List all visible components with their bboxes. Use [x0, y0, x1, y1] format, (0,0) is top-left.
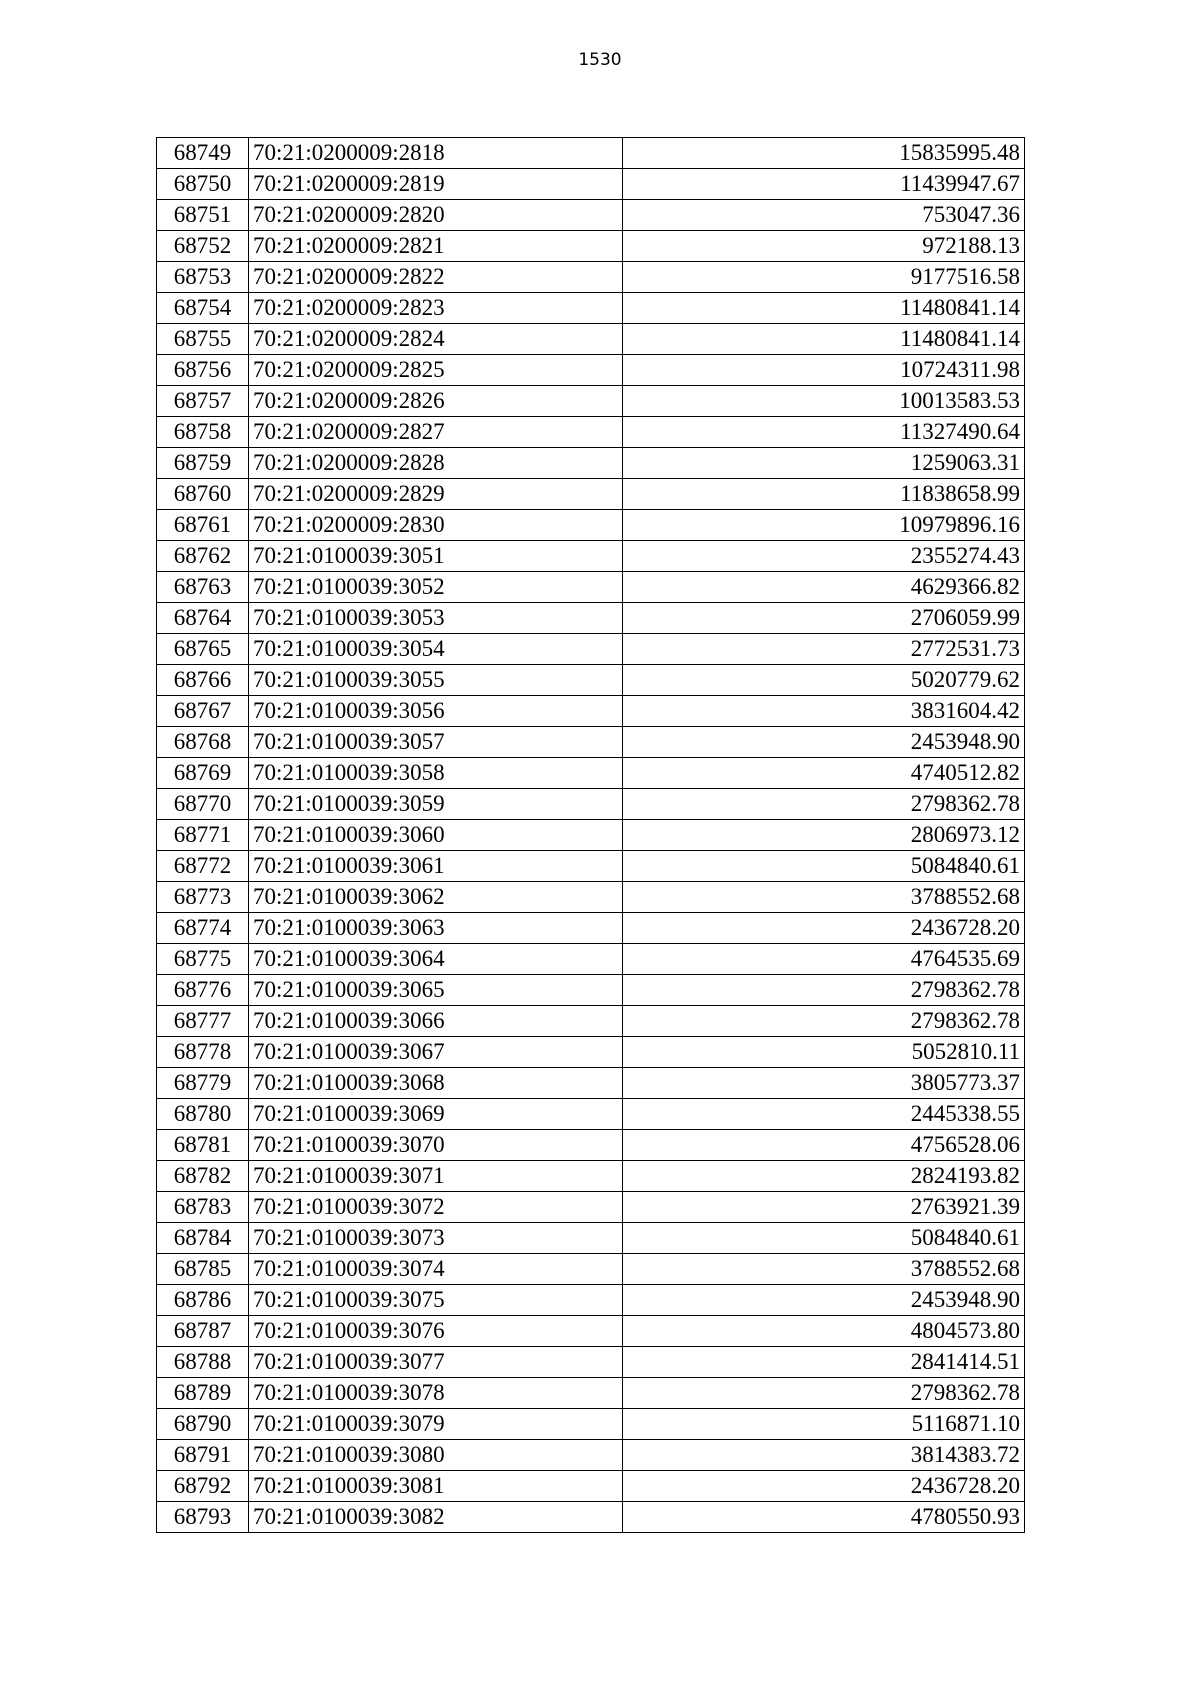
table-row	[157, 758, 1025, 789]
row-number-cell: 68767	[157, 696, 249, 727]
table-row	[157, 851, 1025, 882]
cadastral-number-cell: 70:21:0200009:2825	[249, 355, 623, 386]
table-row	[157, 1161, 1025, 1192]
row-number-cell: 68754	[157, 293, 249, 324]
table-row	[157, 1099, 1025, 1130]
cadastral-number-cell: 70:21:0200009:2828	[249, 448, 623, 479]
value-cell: 2706059.99	[623, 603, 1025, 634]
cadastral-number-cell: 70:21:0200009:2829	[249, 479, 623, 510]
table-row	[157, 603, 1025, 634]
cadastral-number-cell: 70:21:0100039:3077	[249, 1347, 623, 1378]
cadastral-number-cell: 70:21:0100039:3059	[249, 789, 623, 820]
row-number-cell: 68766	[157, 665, 249, 696]
table-row	[157, 1254, 1025, 1285]
table-row	[157, 944, 1025, 975]
row-number-cell: 68770	[157, 789, 249, 820]
table-row	[157, 200, 1025, 231]
value-cell: 2806973.12	[623, 820, 1025, 851]
row-number-cell: 68761	[157, 510, 249, 541]
table-row	[157, 293, 1025, 324]
cadastral-number-cell: 70:21:0100039:3064	[249, 944, 623, 975]
row-number-cell: 68791	[157, 1440, 249, 1471]
table-row	[157, 541, 1025, 572]
cadastral-number-cell: 70:21:0100039:3081	[249, 1471, 623, 1502]
table-row	[157, 1068, 1025, 1099]
row-number-cell: 68751	[157, 200, 249, 231]
value-cell: 3805773.37	[623, 1068, 1025, 1099]
table-row	[157, 1285, 1025, 1316]
value-cell: 2453948.90	[623, 727, 1025, 758]
table-row	[157, 882, 1025, 913]
table-row	[157, 1316, 1025, 1347]
value-cell: 2772531.73	[623, 634, 1025, 665]
table-row	[157, 479, 1025, 510]
table-body	[157, 138, 1025, 1533]
table-row	[157, 448, 1025, 479]
row-number-cell: 68788	[157, 1347, 249, 1378]
cadastral-number-cell: 70:21:0100039:3074	[249, 1254, 623, 1285]
cadastral-number-cell: 70:21:0100039:3075	[249, 1285, 623, 1316]
value-cell: 5084840.61	[623, 851, 1025, 882]
value-cell: 4764535.69	[623, 944, 1025, 975]
value-cell: 4629366.82	[623, 572, 1025, 603]
cadastral-number-cell: 70:21:0100039:3052	[249, 572, 623, 603]
row-number-cell: 68779	[157, 1068, 249, 1099]
table-row	[157, 510, 1025, 541]
table-row	[157, 1223, 1025, 1254]
table-row	[157, 324, 1025, 355]
value-cell: 753047.36	[623, 200, 1025, 231]
row-number-cell: 68752	[157, 231, 249, 262]
row-number-cell: 68790	[157, 1409, 249, 1440]
value-cell: 2798362.78	[623, 1378, 1025, 1409]
value-cell: 10013583.53	[623, 386, 1025, 417]
table-row	[157, 417, 1025, 448]
value-cell: 2798362.78	[623, 975, 1025, 1006]
row-number-cell: 68758	[157, 417, 249, 448]
row-number-cell: 68753	[157, 262, 249, 293]
row-number-cell: 68771	[157, 820, 249, 851]
value-cell: 2355274.43	[623, 541, 1025, 572]
table-row	[157, 1006, 1025, 1037]
table-row	[157, 665, 1025, 696]
table-row	[157, 262, 1025, 293]
row-number-cell: 68775	[157, 944, 249, 975]
value-cell: 2798362.78	[623, 789, 1025, 820]
table-row	[157, 1037, 1025, 1068]
value-cell: 972188.13	[623, 231, 1025, 262]
value-cell: 11838658.99	[623, 479, 1025, 510]
row-number-cell: 68759	[157, 448, 249, 479]
table-row	[157, 1471, 1025, 1502]
table-row	[157, 913, 1025, 944]
cadastral-number-cell: 70:21:0200009:2822	[249, 262, 623, 293]
value-cell: 10979896.16	[623, 510, 1025, 541]
table-row	[157, 169, 1025, 200]
cadastral-number-cell: 70:21:0100039:3061	[249, 851, 623, 882]
row-number-cell: 68773	[157, 882, 249, 913]
cadastral-number-cell: 70:21:0100039:3072	[249, 1192, 623, 1223]
table-row	[157, 975, 1025, 1006]
table-row	[157, 1347, 1025, 1378]
cadastral-number-cell: 70:21:0200009:2826	[249, 386, 623, 417]
table-row	[157, 355, 1025, 386]
table-row	[157, 1440, 1025, 1471]
row-number-cell: 68780	[157, 1099, 249, 1130]
cadastral-number-cell: 70:21:0100039:3069	[249, 1099, 623, 1130]
row-number-cell: 68763	[157, 572, 249, 603]
value-cell: 4756528.06	[623, 1130, 1025, 1161]
cadastral-number-cell: 70:21:0200009:2820	[249, 200, 623, 231]
table-row	[157, 1130, 1025, 1161]
cadastral-number-cell: 70:21:0100039:3073	[249, 1223, 623, 1254]
table-row	[157, 696, 1025, 727]
cadastral-number-cell: 70:21:0100039:3055	[249, 665, 623, 696]
row-number-cell: 68782	[157, 1161, 249, 1192]
table-row	[157, 634, 1025, 665]
value-cell: 11327490.64	[623, 417, 1025, 448]
value-cell: 15835995.48	[623, 138, 1025, 169]
cadastral-number-cell: 70:21:0100039:3065	[249, 975, 623, 1006]
table-row	[157, 789, 1025, 820]
cadastral-number-cell: 70:21:0100039:3070	[249, 1130, 623, 1161]
row-number-cell: 68765	[157, 634, 249, 665]
row-number-cell: 68749	[157, 138, 249, 169]
row-number-cell: 68764	[157, 603, 249, 634]
cadastral-number-cell: 70:21:0100039:3060	[249, 820, 623, 851]
row-number-cell: 68760	[157, 479, 249, 510]
value-cell: 5052810.11	[623, 1037, 1025, 1068]
row-number-cell: 68757	[157, 386, 249, 417]
row-number-cell: 68769	[157, 758, 249, 789]
cadastral-number-cell: 70:21:0100039:3082	[249, 1502, 623, 1533]
table-row	[157, 1409, 1025, 1440]
value-cell: 9177516.58	[623, 262, 1025, 293]
cadastral-number-cell: 70:21:0200009:2824	[249, 324, 623, 355]
cadastral-number-cell: 70:21:0200009:2827	[249, 417, 623, 448]
table-row	[157, 386, 1025, 417]
value-cell: 2763921.39	[623, 1192, 1025, 1223]
cadastral-number-cell: 70:21:0100039:3067	[249, 1037, 623, 1068]
value-cell: 11480841.14	[623, 324, 1025, 355]
value-cell: 2436728.20	[623, 1471, 1025, 1502]
row-number-cell: 68793	[157, 1502, 249, 1533]
table-row	[157, 1378, 1025, 1409]
table-row	[157, 231, 1025, 262]
cadastral-number-cell: 70:21:0200009:2818	[249, 138, 623, 169]
table-row	[157, 572, 1025, 603]
cadastral-number-cell: 70:21:0100039:3062	[249, 882, 623, 913]
table-row	[157, 820, 1025, 851]
cadastral-number-cell: 70:21:0200009:2823	[249, 293, 623, 324]
row-number-cell: 68774	[157, 913, 249, 944]
cadastral-number-cell: 70:21:0100039:3076	[249, 1316, 623, 1347]
value-cell: 4740512.82	[623, 758, 1025, 789]
row-number-cell: 68777	[157, 1006, 249, 1037]
cadastral-number-cell: 70:21:0100039:3079	[249, 1409, 623, 1440]
value-cell: 11480841.14	[623, 293, 1025, 324]
value-cell: 5116871.10	[623, 1409, 1025, 1440]
cadastral-number-cell: 70:21:0100039:3078	[249, 1378, 623, 1409]
value-cell: 10724311.98	[623, 355, 1025, 386]
row-number-cell: 68784	[157, 1223, 249, 1254]
cadastral-number-cell: 70:21:0200009:2821	[249, 231, 623, 262]
row-number-cell: 68768	[157, 727, 249, 758]
value-cell: 4804573.80	[623, 1316, 1025, 1347]
value-cell: 4780550.93	[623, 1502, 1025, 1533]
row-number-cell: 68789	[157, 1378, 249, 1409]
cadastral-number-cell: 70:21:0100039:3056	[249, 696, 623, 727]
value-cell: 3788552.68	[623, 1254, 1025, 1285]
cadastral-number-cell: 70:21:0200009:2819	[249, 169, 623, 200]
value-cell: 2841414.51	[623, 1347, 1025, 1378]
value-cell: 3788552.68	[623, 882, 1025, 913]
cadastral-number-cell: 70:21:0100039:3057	[249, 727, 623, 758]
table-row	[157, 1192, 1025, 1223]
value-cell: 2798362.78	[623, 1006, 1025, 1037]
value-cell: 2453948.90	[623, 1285, 1025, 1316]
value-cell: 5020779.62	[623, 665, 1025, 696]
cadastral-number-cell: 70:21:0100039:3054	[249, 634, 623, 665]
cadastral-number-cell: 70:21:0100039:3066	[249, 1006, 623, 1037]
cadastral-number-cell: 70:21:0100039:3051	[249, 541, 623, 572]
row-number-cell: 68772	[157, 851, 249, 882]
row-number-cell: 68778	[157, 1037, 249, 1068]
row-number-cell: 68783	[157, 1192, 249, 1223]
cadastral-number-cell: 70:21:0200009:2830	[249, 510, 623, 541]
value-cell: 1259063.31	[623, 448, 1025, 479]
row-number-cell: 68787	[157, 1316, 249, 1347]
cadastral-number-cell: 70:21:0100039:3080	[249, 1440, 623, 1471]
table-row	[157, 1502, 1025, 1533]
row-number-cell: 68750	[157, 169, 249, 200]
cadastral-number-cell: 70:21:0100039:3053	[249, 603, 623, 634]
table-row	[157, 138, 1025, 169]
row-number-cell: 68792	[157, 1471, 249, 1502]
cadastral-number-cell: 70:21:0100039:3063	[249, 913, 623, 944]
cadastral-number-cell: 70:21:0100039:3071	[249, 1161, 623, 1192]
cadastral-number-cell: 70:21:0100039:3068	[249, 1068, 623, 1099]
row-number-cell: 68776	[157, 975, 249, 1006]
value-cell: 5084840.61	[623, 1223, 1025, 1254]
row-number-cell: 68755	[157, 324, 249, 355]
row-number-cell: 68762	[157, 541, 249, 572]
page-number: 1530	[578, 50, 622, 70]
value-cell: 2436728.20	[623, 913, 1025, 944]
row-number-cell: 68756	[157, 355, 249, 386]
table-row	[157, 727, 1025, 758]
cadastral-number-cell: 70:21:0100039:3058	[249, 758, 623, 789]
data-table	[156, 137, 1025, 1533]
value-cell: 2445338.55	[623, 1099, 1025, 1130]
row-number-cell: 68781	[157, 1130, 249, 1161]
row-number-cell: 68786	[157, 1285, 249, 1316]
value-cell: 2824193.82	[623, 1161, 1025, 1192]
value-cell: 3814383.72	[623, 1440, 1025, 1471]
value-cell: 11439947.67	[623, 169, 1025, 200]
row-number-cell: 68785	[157, 1254, 249, 1285]
value-cell: 3831604.42	[623, 696, 1025, 727]
